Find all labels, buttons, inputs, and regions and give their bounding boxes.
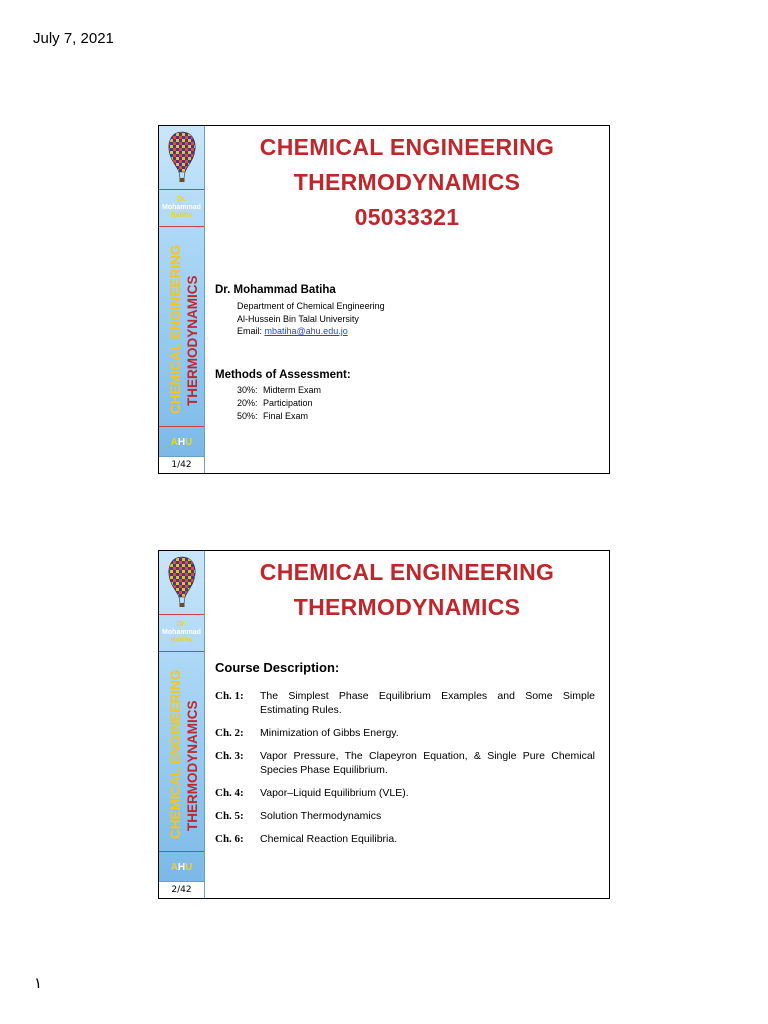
slide-2 — [158, 550, 610, 899]
hot-air-balloon-icon — [167, 555, 197, 611]
svg-text:THERMODYNAMICS: THERMODYNAMICS — [185, 275, 200, 406]
assessment-item: 20%: Participation — [237, 398, 313, 408]
slide-1 — [158, 125, 610, 474]
slide-title: CHEMICAL ENGINEERING THERMODYNAMICS 05033321 — [259, 134, 555, 230]
assessment-item: 50%: Final Exam — [237, 411, 309, 421]
email-link[interactable]: mbatiha@ahu.edu.jo — [264, 326, 348, 336]
page-date: July 7, 2021 — [33, 30, 114, 47]
author-name: Dr. Mohammad Batiha — [215, 284, 336, 296]
svg-text:CHEMICAL ENGINEERING: CHEMICAL ENGINEERING — [168, 244, 183, 414]
hot-air-balloon-icon — [167, 130, 197, 186]
department: Department of Chemical Engineering — [237, 301, 385, 311]
course-heading: Course Description: — [215, 660, 340, 675]
chapter-item: Ch. 3: Vapor Pressure, The Clapeyron Equation, & Single Pure Chemical Species Phase Equilibrium. — [215, 750, 595, 776]
assessment-item: 30%: Midterm Exam — [237, 385, 322, 395]
chapter-item: Ch. 2: Minimization of Gibbs Energy. — [215, 727, 399, 739]
author-info — [215, 284, 595, 338]
svg-text:CHEMICAL ENGINEERING: CHEMICAL ENGINEERING — [168, 669, 183, 839]
author-tag: Dr. Mohammad Batiha — [162, 196, 201, 219]
assessment-heading: Methods of Assessment: — [215, 369, 351, 381]
course-description — [215, 660, 595, 855]
chapter-item: Ch. 1: The Simplest Phase Equilibrium Examples and Some Simple Estimating Rules. — [215, 690, 595, 716]
slide-sidebar — [159, 551, 205, 898]
vertical-course-title — [162, 230, 202, 414]
assessment-methods — [215, 369, 595, 423]
ahu-logo: AHU — [170, 437, 193, 448]
chapter-item: Ch. 4: Vapor–Liquid Equilibrium (VLE). — [215, 787, 409, 799]
author-tag: Dr. Mohammad Batiha — [162, 621, 201, 644]
chapter-item: Ch. 5: Solution Thermodynamics — [215, 810, 382, 822]
email-line: Email: mbatiha@ahu.edu.jo — [237, 326, 348, 336]
ahu-logo: AHU — [170, 862, 193, 873]
slide-number: 1/42 — [171, 460, 192, 470]
university: Al-Hussein Bin Talal University — [237, 313, 359, 324]
slide-title: CHEMICAL ENGINEERING THERMODYNAMICS — [259, 559, 555, 620]
page-number: ١ — [34, 974, 43, 992]
chapter-item: Ch. 6: Chemical Reaction Equilibria. — [215, 833, 398, 845]
svg-text:THERMODYNAMICS: THERMODYNAMICS — [185, 700, 200, 831]
slide-number: 2/42 — [171, 885, 192, 895]
vertical-course-title — [162, 655, 202, 839]
slide-sidebar — [159, 126, 205, 473]
